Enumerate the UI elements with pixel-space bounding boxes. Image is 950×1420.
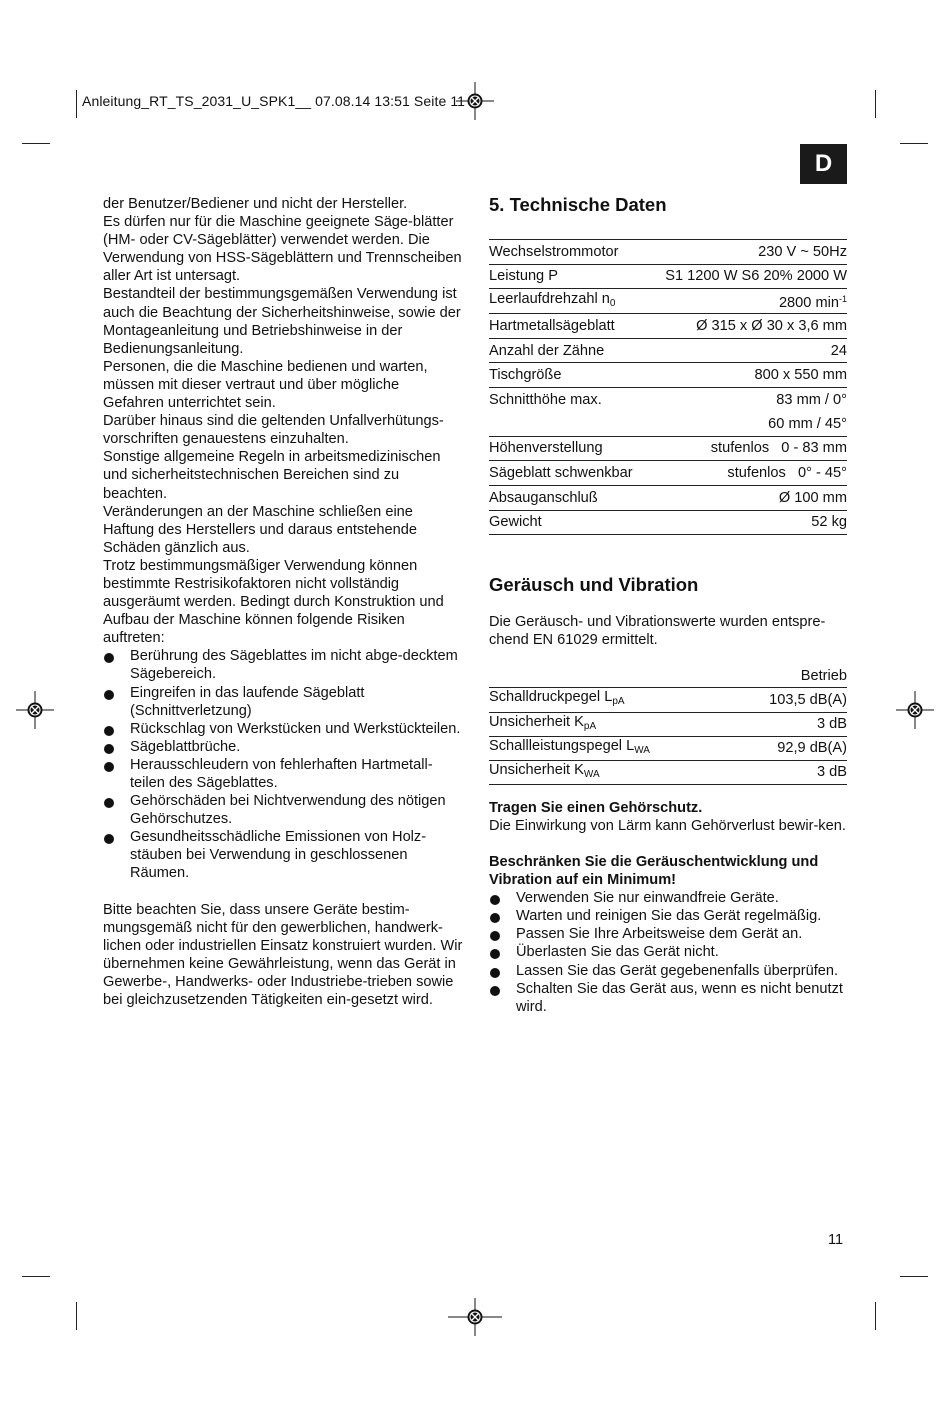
registration-mark-icon: [896, 691, 934, 729]
column-header: Betrieb: [800, 668, 847, 685]
paragraph: Darüber hinaus sind die geltenden Unfallverhütungs-vorschriften genauestens einzuhalten.: [103, 413, 444, 448]
list-item: Gesundheitsschädliche Emissionen von Holz-stäuben bei Verwendung in geschlossenen Räumen.: [103, 828, 463, 882]
list-item: Warten und reinigen Sie das Gerät regelmäßig.: [489, 907, 847, 925]
table-row: [489, 736, 847, 760]
list-item: Sägeblattbrüche.: [103, 738, 463, 756]
table-row: [489, 436, 847, 461]
row-value: Ø 100 mm: [778, 489, 847, 506]
list-item: Gehörschäden bei Nichtverwendung des nötigen Gehörschutzes.: [103, 792, 463, 828]
row-value: 52 kg: [811, 514, 847, 531]
left-column: [103, 195, 463, 1009]
paragraph: Es dürfen nur für die Maschine geeignete Säge-blätter (HM- oder CV-Sägeblätter) verwendet werden. Die Verwendung von HSS-Sägeblättern und Trennscheiben aller Art ist untersagt.: [103, 214, 462, 285]
hearing-protection-heading: Tragen Sie einen Gehörschutz.: [489, 799, 703, 816]
row-label: Leistung P: [489, 268, 558, 285]
row-value: 230 V ~ 50Hz: [758, 243, 847, 260]
list-item: Eingreifen in das laufende Sägeblatt (Schnittverletzung): [103, 684, 463, 720]
table-row: [489, 314, 847, 339]
row-value: 3 dB: [816, 716, 847, 733]
table-row: [489, 240, 847, 265]
row-label: Unsicherheit $K_{pA}$: [489, 713, 597, 732]
table-row: [489, 338, 847, 363]
print-header: Anleitung_RT_TS_2031_U_SPK1__ 07.08.14 13:51 Seite 11: [82, 93, 466, 109]
closing-paragraph: Bitte beachten Sie, dass unsere Geräte bestim-mungsgemäß nicht für den gewerblichen, handwerk-lichen oder industriellen Einsatz konstruiert wurden. Wir übernehmen keine Gewährleistung, wenn das Gerät in Gewerbe-, Handwerks- oder Industriebe-trieben sowie bei gleichzusetzenden Tätigkeiten ein-gesetzt wird.: [103, 901, 463, 1009]
table-row: [489, 510, 847, 535]
row-value: 103,5 dB(A): [769, 691, 847, 708]
table-row: [489, 363, 847, 388]
paragraph: Personen, die die Maschine bedienen und warten, müssen mit dieser vertraut und über mögliche Gefahren unterrichtet sein.: [103, 358, 428, 412]
row-value: stufenlos 0 - 83 mm: [710, 440, 847, 457]
paragraph: Veränderungen an der Maschine schließen eine Haftung des Herstellers und daraus entstehende Schäden gänzlich aus.: [103, 503, 417, 556]
paragraph: Bestandteil der bestimmungsgemäßen Verwendung ist auch die Beachtung der Sicherheitshinweise, sowie der Montageanleitung und Betriebshinweise in der Bedienungsanleitung.: [103, 286, 461, 357]
row-label: Anzahl der Zähne: [489, 342, 605, 359]
row-label: Schallleistungspegel $L_{WA}$: [489, 737, 650, 756]
list-item: Rückschlag von Werkstücken und Werkstückteilen.: [103, 720, 463, 738]
crop-mark: [900, 1276, 928, 1277]
row-label: Schnitthöhe max.: [489, 391, 602, 408]
row-label: Schalldruckpegel $L_{pA}$: [489, 689, 625, 708]
crop-mark: [22, 1276, 50, 1277]
crop-mark: [875, 1302, 876, 1330]
list-item: Berührung des Sägeblattes im nicht abge-decktem Sägebereich.: [103, 647, 463, 683]
row-value: stufenlos 0° - 45°: [727, 464, 847, 481]
table-row: [489, 688, 847, 712]
list-item: Lassen Sie das Gerät gegebenenfalls überprüfen.: [489, 962, 847, 980]
row-label: Höhenverstellung: [489, 440, 603, 457]
row-value: 2800 $\min^{-1}$: [778, 294, 847, 312]
row-value: 60 mm / 45°: [768, 415, 847, 432]
row-label: Gewicht: [489, 514, 542, 531]
table-header-row: [489, 665, 847, 688]
row-label: Sägeblatt schwenkbar: [489, 464, 633, 481]
registration-mark-icon: [448, 1298, 502, 1336]
row-label: Wechselstrommotor: [489, 243, 619, 260]
table-row: [489, 485, 847, 510]
registration-mark-icon: [16, 691, 54, 729]
row-label: [489, 412, 647, 436]
page-number: 11: [828, 1232, 844, 1248]
paragraph: Trotz bestimmungsmäßiger Verwendung können bestimmte Restrisikofaktoren nicht vollständig ausgeräumt werden. Bedingt durch Konstruktion und Aufbau der Maschine können folgende Risiken auftreten:: [103, 557, 444, 647]
table-row: [489, 461, 847, 486]
row-label: Hartmetallsägeblatt: [489, 317, 615, 334]
table-row: [489, 264, 847, 289]
table-row: [489, 712, 847, 736]
row-value: 92,9 dB(A): [777, 740, 847, 757]
crop-mark: [900, 143, 928, 144]
noise-intro: Die Geräusch- und Vibrationswerte wurden entspre-chend EN 61029 ermittelt.: [489, 614, 826, 649]
noise-table: [489, 665, 847, 784]
right-column: [489, 193, 847, 1016]
row-value: Ø 315 x Ø 30 x 3,6 mm: [696, 317, 847, 334]
limit-noise-heading: Beschränken Sie die Geräuschentwicklung und Vibration auf ein Minimum!: [489, 854, 819, 889]
row-value: S1 1200 W S6 20% 2000 W: [665, 268, 847, 285]
row-value: 24: [830, 342, 847, 359]
table-row: [489, 388, 847, 412]
noise-title: Geräusch und Vibration: [489, 574, 699, 596]
row-label: Unsicherheit $K_{WA}$: [489, 761, 600, 780]
row-label: Tischgröße: [489, 367, 562, 384]
table-row: [489, 412, 847, 436]
table-row: [489, 289, 847, 314]
hearing-protection-text: Die Einwirkung von Lärm kann Gehörverlust bewir-ken.: [489, 817, 846, 834]
tech-data-table: [489, 239, 847, 535]
row-value: 3 dB: [816, 764, 847, 781]
paragraph: der Benutzer/Bediener und nicht der Hersteller.: [103, 196, 408, 212]
table-row: [489, 760, 847, 784]
crop-mark: [76, 90, 77, 118]
list-item: Schalten Sie das Gerät aus, wenn es nicht benutzt wird.: [489, 980, 847, 1016]
tech-data-title: 5. Technische Daten: [489, 194, 667, 215]
crop-mark: [22, 143, 50, 144]
list-item: Überlasten Sie das Gerät nicht.: [489, 943, 847, 961]
row-value: 83 mm / 0°: [776, 391, 847, 408]
row-label: Absauganschluß: [489, 489, 598, 506]
row-label: Leerlaufdrehzahl $n_0$: [489, 290, 616, 309]
list-item: Verwenden Sie nur einwandfreie Geräte.: [489, 889, 847, 907]
crop-mark: [875, 90, 876, 118]
row-value: 800 x 550 mm: [754, 367, 847, 384]
list-item: Herausschleudern von fehlerhaften Hartmetall-teilen des Sägeblattes.: [103, 756, 463, 792]
list-item: Passen Sie Ihre Arbeitsweise dem Gerät an.: [489, 925, 847, 943]
crop-mark: [76, 1302, 77, 1330]
paragraph: Sonstige allgemeine Regeln in arbeitsmedizinischen und sicherheitstechnischen Bereichen sind zu beachten.: [103, 449, 441, 502]
tips-list: [489, 889, 847, 1016]
language-tab: D: [800, 144, 847, 184]
risk-list: [103, 647, 463, 882]
